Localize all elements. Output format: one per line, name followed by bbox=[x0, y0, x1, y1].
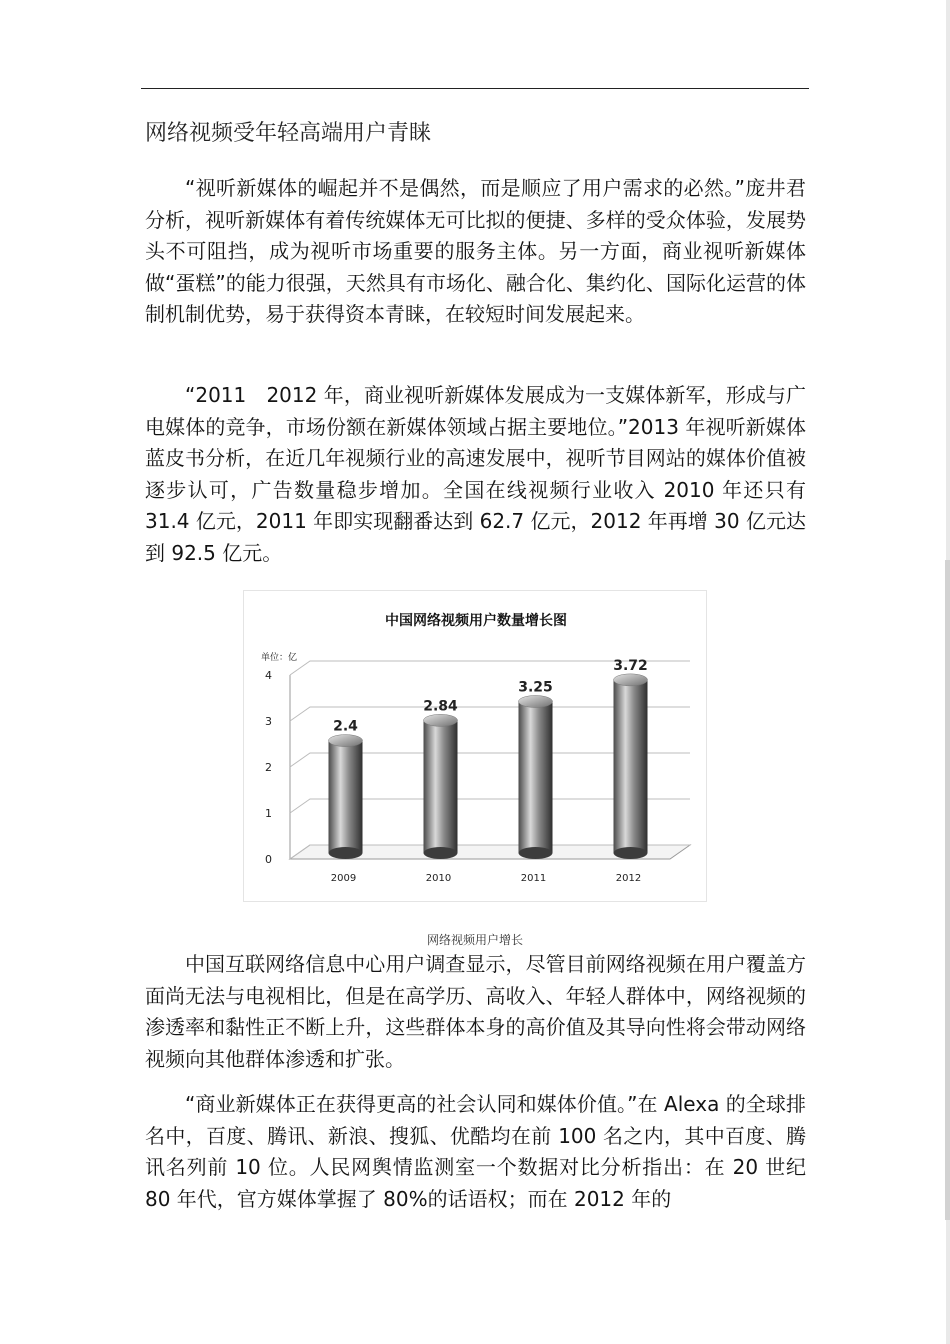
data-label: 3.72 bbox=[613, 657, 648, 674]
chart-title: 中国网络视频用户数量增长图 bbox=[385, 613, 567, 629]
bar-cap bbox=[614, 674, 648, 686]
bar-base bbox=[614, 847, 648, 859]
scroll-edge-mark bbox=[945, 560, 950, 1220]
paragraph-4: “商业新媒体正在获得更高的社会认同和媒体价值。”在 Alexa 的全球排名中，百度、腾讯、新浪、搜狐、优酷均在前 100 名之内，其中百度、腾讯名列前 10 位。人民网舆情监测室一个数据对比分析指出：在 20 世纪 80 年代，官方媒体掌握了 80%的话语权；而在 2012 年的 bbox=[145, 1092, 806, 1211]
x-tick-label: 2012 bbox=[615, 873, 642, 884]
y-tick-label: 1 bbox=[265, 807, 272, 820]
section-heading: 网络视频受年轻高端用户青睐 bbox=[145, 121, 432, 146]
data-label: 3.25 bbox=[518, 679, 553, 696]
figure-caption: 网络视频用户增长 bbox=[426, 933, 523, 947]
bar-body bbox=[329, 741, 363, 853]
paragraph-3: 中国互联网络信息中心用户调查显示，尽管目前网络视频在用户覆盖方面尚无法与电视相比，但是在高学历、高收入、年轻人群体中，网络视频的渗透率和黏性正不断上升，这些群体本身的高价值及其导向性将会带动网络视频向其他群体渗透和扩张。 bbox=[145, 952, 806, 1071]
paragraph-2: “2011 2012 年，商业视听新媒体发展成为一支媒体新军，形成与广电媒体的竞争，市场份额在新媒体领域占据主要地位。”2013 年视听新媒体蓝皮书分析，在近几年视频行业的高速发展中，视听节目网站的媒体价值被逐步认可，广告数量稳步增加。全国在线视频行业收入 2010 年还只有 31.4 亿元，2011 年即实现翻番达到 62.7 亿元，2012 年再增 30 亿元达到 92.5 亿元。 bbox=[145, 383, 806, 565]
bar-body bbox=[614, 680, 648, 853]
y-tick-label: 3 bbox=[265, 715, 272, 728]
y-tick-label: 2 bbox=[265, 761, 272, 774]
bar-cap bbox=[519, 696, 553, 708]
x-tick-label: 2010 bbox=[425, 873, 452, 884]
bar-base bbox=[519, 847, 553, 859]
y-tick-label: 0 bbox=[265, 853, 272, 866]
chart-figure bbox=[243, 590, 707, 902]
x-tick-label: 2011 bbox=[520, 873, 547, 884]
bar-body bbox=[424, 720, 458, 853]
bar-cap bbox=[329, 735, 363, 747]
bar-chart bbox=[244, 591, 708, 903]
header-rule bbox=[141, 88, 809, 89]
bar-cap bbox=[424, 714, 458, 726]
data-label: 2.4 bbox=[333, 718, 358, 735]
paragraph-1: “视听新媒体的崛起并不是偶然，而是顺应了用户需求的必然。”庞井君分析，视听新媒体有着传统媒体无可比拟的便捷、多样的受众体验，发展势头不可阻挡，成为视听市场重要的服务主体。另一方面，商业视听新媒体做“蛋糕”的能力很强，天然具有市场化、融合化、集约化、国际化运营的体制机制优势，易于获得资本青睐，在较短时间发展起来。 bbox=[145, 176, 806, 326]
y-tick-label: 4 bbox=[265, 669, 272, 682]
bar-body bbox=[519, 702, 553, 854]
data-label: 2.84 bbox=[423, 698, 458, 715]
chart-unit-label: 单位：亿 bbox=[261, 653, 298, 663]
x-tick-label: 2009 bbox=[330, 873, 357, 884]
bar-base bbox=[329, 847, 363, 859]
bar-base bbox=[424, 847, 458, 859]
